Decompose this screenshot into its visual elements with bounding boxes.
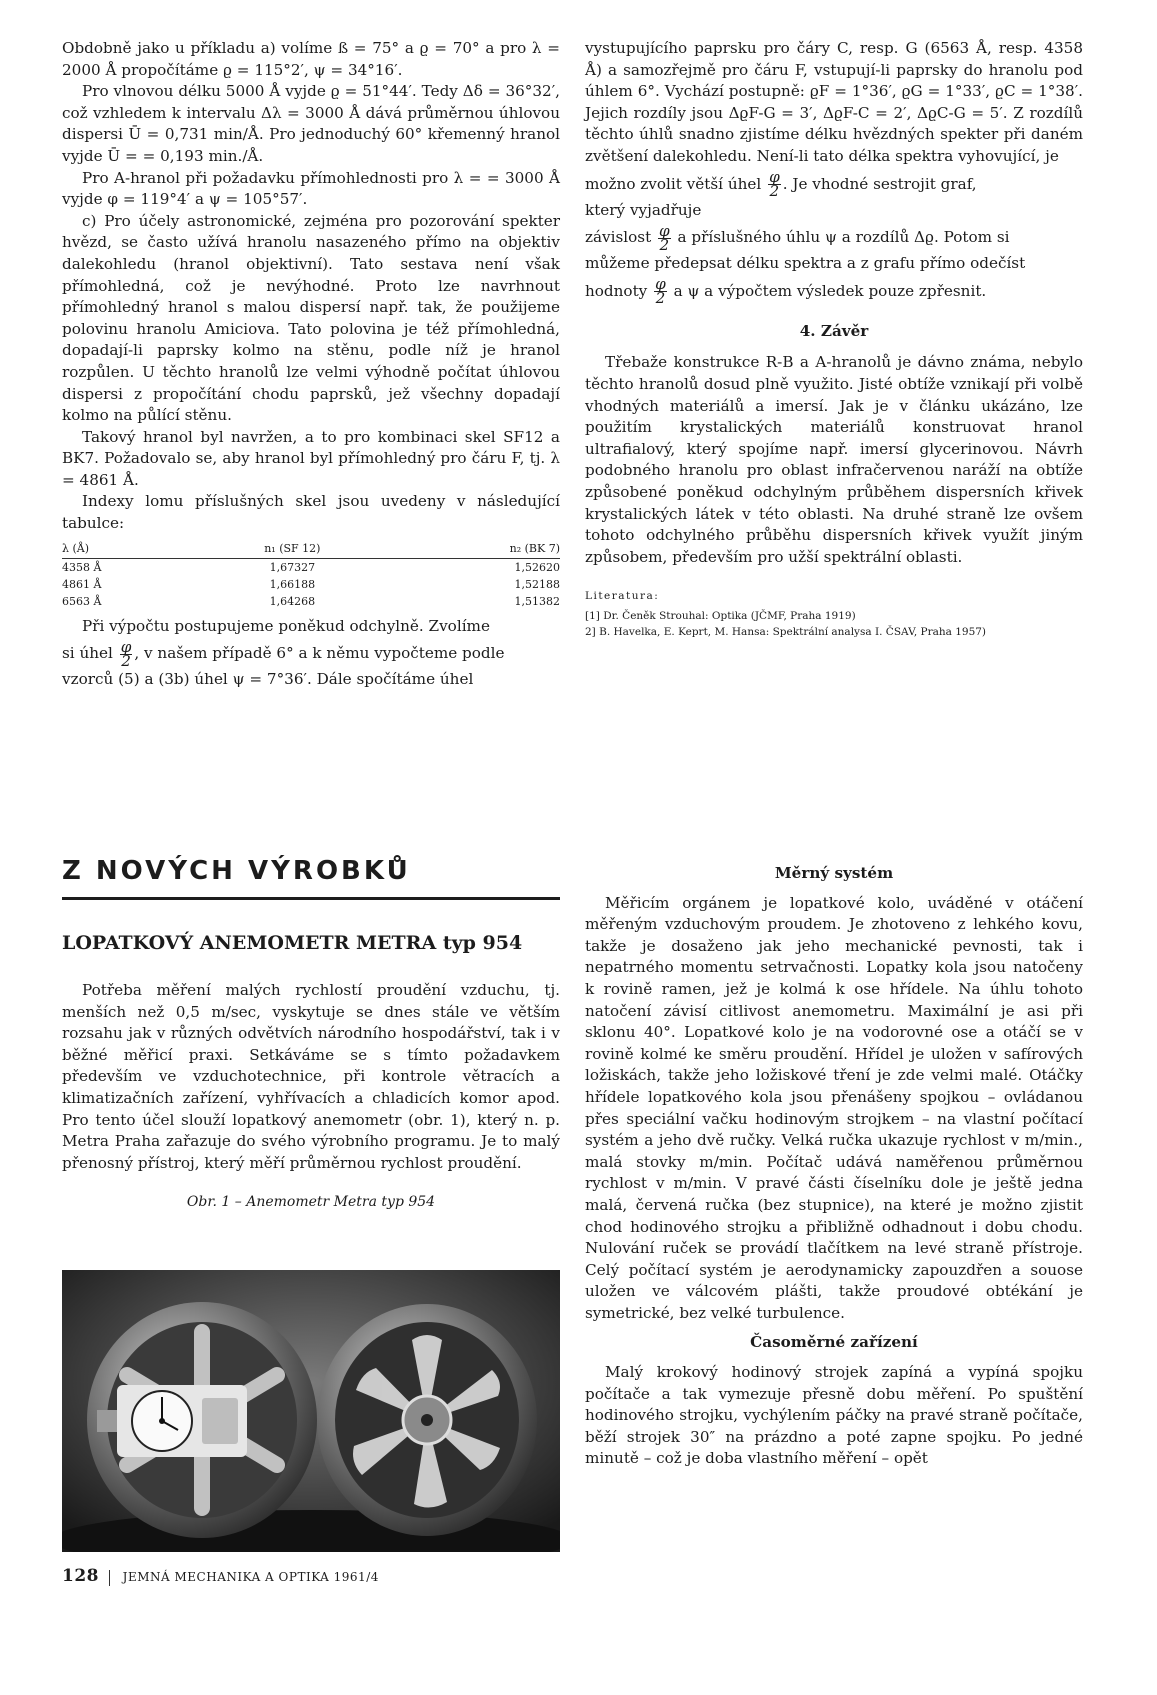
refractive-index-table: [62, 539, 560, 610]
table-header: λ (Å): [62, 539, 196, 559]
section-rule: [62, 897, 560, 900]
paragraph: můžeme předepsat délku spektra a z grafu přímo odečíst: [585, 254, 1026, 273]
paragraph: Třebaže konstrukce R-B a A-hranolů je dávno známa, nebylo těchto hranolů dosud plně využito. Jisté obtíže vznikají při volbě vhodných materiálů a imersí. Jak je v článku ukázáno, lze použitím krystalických materiálů konstruovat hranol ultrafialový, který spojíme např. imersí glycerinovou. Návrh podobného hranolu pro oblast infračervenou naráží na obtíže způsobené poněkud odchylným průběhem dispersních křivek krystalických látek v této oblasti. Na druhé straně lze ovšem tohoto odchylného průběhu dispersních křivek využít jiným způsobem, především pro užší spektrální oblasti.: [585, 353, 1083, 566]
right-column-bottom: [585, 855, 1083, 1470]
anemometer-back: [317, 1304, 537, 1536]
footer-separator: [109, 1570, 110, 1586]
table-cell: 1,67327: [269, 560, 316, 574]
fraction-phi-half: [658, 221, 671, 254]
page-footer: [62, 1566, 560, 1586]
anemometer-illustration: [62, 1270, 560, 1552]
paragraph: Potřeba měření malých rychlostí proudění vzduchu, tj. menších než 0,5 m/sec, vyskytuje se dnes stále ve větším rozsahu jak v různých odvětvích národního hospodářství, tak i v běžné měřicí praxi. Setkáváme se s tímto požadavkem především ve vzduchotechnice, při kontrole větracích a klimatizačních zařízení, vyhřívacích a chladicích komor apod. Pro tento účel slouží lopatkový anemometr (obr. 1), který n. p. Metra Praha zařazuje do svého výrobního programu. Je to malý přenosný přístroj, který měří průměrnou rychlost proudění.: [62, 981, 560, 1172]
paragraph-with-fraction: [62, 637, 560, 669]
table-cell: 6563 Å: [62, 594, 102, 608]
section-heading: Z NOVÝCH VÝROBKŮ: [62, 856, 411, 886]
text-span: . Je vhodné sestrojit graf,: [782, 174, 977, 193]
text-span: a ψ a výpočtem výsledek pouze zpřesnit.: [673, 281, 987, 300]
section-title: 4. Závěr: [799, 321, 869, 340]
table-header: n₁ (SF 12): [196, 539, 388, 559]
table-row: [62, 558, 560, 576]
paragraph: Při výpočtu postupujeme poněkud odchylně. Zvolíme: [82, 616, 490, 635]
table-cell: 4358 Å: [62, 560, 102, 574]
paragraph: který vyjadřuje: [585, 200, 702, 219]
paragraph: Takový hranol byl navržen, a to pro kombinaci skel SF12 a BK7. Požadovalo se, aby hranol byl přímohledný pro čáru F, tj. λ = 4861 Å.: [62, 427, 560, 489]
fraction-numerator: φ: [769, 168, 780, 187]
text-span: si úhel: [62, 644, 113, 663]
right-column-top: [585, 38, 1083, 640]
left-column-bottom: [62, 980, 560, 1214]
fraction-denominator: 2: [769, 182, 780, 201]
paragraph: Měřicím orgánem je lopatkové kolo, uváděné v otáčení měřeným vzduchovým proudem. Je zhotoveno z lehkého kovu, takže je dosaženo jak jeho mechanické pevnosti, tak i nepatrného momentu setrvačnosti. Lopatky kola jsou natočeny k rovině ramen, jež je kolmá k ose hřídele. Na úhlu tohoto natočení závisí citlivost anemometru. Maximální je asi při sklonu 40°. Lopatkové kolo je na vodorovné ose a otáčí se v rovině kolmé ke směru proudění. Hřídel je uložen v safírových ložiskách, takže jeho ložiskové tření je zde velmi malé. Otáčky hřídele lopatkového kola jsou přenášeny spojkou – ovládanou přes speciální vačku hodinovým strojkem – na vlastní počítací systém a jeho dvě ručky. Velká ručka ukazuje rychlost v m/min., malá stovky m/min. Počítač udává naměřenou průměrnou rychlost v m/min. V pravé části číselníku dole je ještě jedna malá, červená ručka (bez stupnice), na které je možno zjistit chod hodinového strojku a přibližně odhadnout i dobu chodu. Nulování ruček se provádí tlačítkem na levé straně přístroje. Celý počítací systém je aerodynamicky zapouzdřen a souose uložen ve válcovém plášti, takže proudové obtékání je symetrické, bez velké turbulence.: [585, 893, 1083, 1322]
literature-item: [1] Dr. Čeněk Strouhal: Optika (JČMF, Praha 1919): [585, 609, 856, 622]
paragraph: Pro vlnovou délku 5000 Å vyjde ϱ = 51°44′. Tedy Δδ = 36°32′, což vzhledem k intervalu Δλ = 3000 Å dává průměrnou úhlovou dispersi Ū = 0,731 min/Å. Pro jednoduchý 60° křemenný hranol vyjde Ū = = 0,193 min./Å.: [62, 82, 560, 165]
table-header-row: [62, 539, 560, 559]
paragraph: vystupujícího paprsku pro čáry C, resp. G (6563 Å, resp. 4358 Å) a samozřejmě pro čáru F, vstupují-li paprsky do hranolu pod úhlem 6°. Vychází postupně: ϱF = 1°36′, ϱG = 1°33′, ϱC = 1°38′. Jejich rozdíly jsou ΔϱF-G = 3′, ΔϱF-C = 2′, ΔϱC-G = 5′. Z rozdílů těchto úhlů snadno zjistíme délku hvězdných spekter při daném zvětšení dalekohledu. Není-li tato délka spektra vyhovující, je: [585, 39, 1083, 165]
figure-caption: Obr. 1 – Anemometr Metra typ 954: [186, 1194, 436, 1211]
paragraph: Malý krokový hodinový strojek zapíná a vypíná spojku počítače a tak vymezuje přesně dobu měření. Po spuštění hodinového strojku, vychýlením páčky na pravé straně počítače, běží strojek 30″ na prázdno a poté zapne spojku. Po jedné minutě – což je doba vlastního měření – opět: [585, 1363, 1083, 1468]
fraction-denominator: 2: [655, 289, 666, 308]
paragraph: c) Pro účely astronomické, zejména pro pozorování spekter hvězd, se často užívá hranolu nasazeného přímo na objektiv dalekohledu (hranol objektivní). Tato sestava není však přímohledná, což je nevýhodné. Proto lze navrhnout přímohledný hranol s malou dispersí např. tak, že použijeme polovinu hranolu Amiciova. Tato polovina je též přímohledná, dopadají-li paprsky kolmo na stěnu, podle níž je hranol rozpůlen. U těchto hranolů lze velmi výhodně počítat úhlovou dispersi z propočítání chodu paprsků, jež všechny dopadají kolmo na půlící stěnu.: [62, 211, 560, 425]
text-span: a příslušného úhlu ψ a rozdílů Δϱ. Potom si: [677, 228, 1010, 247]
table-cell: 1,52620: [514, 560, 560, 574]
literature-label: Literatura:: [585, 590, 660, 603]
left-column-top: [62, 38, 560, 691]
fraction-phi-half: [120, 637, 133, 670]
table-cell: 1,51382: [514, 594, 560, 608]
fraction-denominator: 2: [659, 235, 670, 254]
text-span: , v našem případě 6° a k němu vypočteme podle: [134, 644, 505, 663]
fraction-phi-half: [654, 275, 667, 308]
paragraph: Obdobně jako u příkladu a) volíme ß = 75° a ϱ = 70° a pro λ = 2000 Å propočítáme ϱ = 115°2′, ψ = 34°16′.: [62, 39, 560, 79]
table-cell: 1,64268: [269, 594, 316, 608]
article-title: LOPATKOVÝ ANEMOMETR METRA typ 954: [62, 932, 523, 954]
anemometer-photo: [62, 1270, 560, 1552]
journal-name: JEMNÁ MECHANIKA A OPTIKA 1961/4: [122, 1570, 379, 1584]
fraction-numerator: φ: [120, 637, 132, 656]
table-cell: 1,52188: [514, 577, 560, 591]
paragraph-with-fraction: [585, 168, 1083, 200]
text-span: možno zvolit větší úhel: [585, 174, 762, 193]
paragraph: Indexy lomu příslušných skel jsou uvedeny v následující tabulce:: [62, 492, 560, 533]
table-cell: 4861 Å: [62, 577, 102, 591]
subsection-title: Měrný systém: [774, 864, 894, 882]
text-span: hodnoty: [585, 281, 648, 300]
fraction-denominator: 2: [121, 651, 131, 670]
paragraph: vzorců (5) a (3b) úhel ψ = 7°36′. Dále spočítáme úhel: [62, 670, 474, 689]
paragraph-with-fraction: [585, 275, 1083, 307]
fraction-numerator: φ: [655, 275, 666, 294]
table-header: n₂ (BK 7): [388, 539, 560, 559]
literature-item: 2] B. Havelka, E. Keprt, M. Hansa: Spektrální analysa I. ČSAV, Praha 1957): [585, 625, 987, 638]
page-number: 128: [62, 1566, 99, 1586]
table-row: [62, 576, 560, 593]
paragraph: Pro A-hranol při požadavku přímohlednosti pro λ = = 3000 Å vyjde φ = 119°4′ a ψ = 105°57′.: [62, 168, 560, 209]
anemometer-front: [87, 1302, 317, 1538]
table-cell: 1,66188: [269, 577, 316, 591]
subsection-title: Časoměrné zařízení: [750, 1333, 918, 1352]
fraction-numerator: φ: [659, 221, 670, 240]
table-row: [62, 593, 560, 610]
fraction-phi-half: [768, 168, 781, 201]
paragraph-with-fraction: [585, 221, 1083, 253]
text-span: závislost: [585, 228, 652, 247]
